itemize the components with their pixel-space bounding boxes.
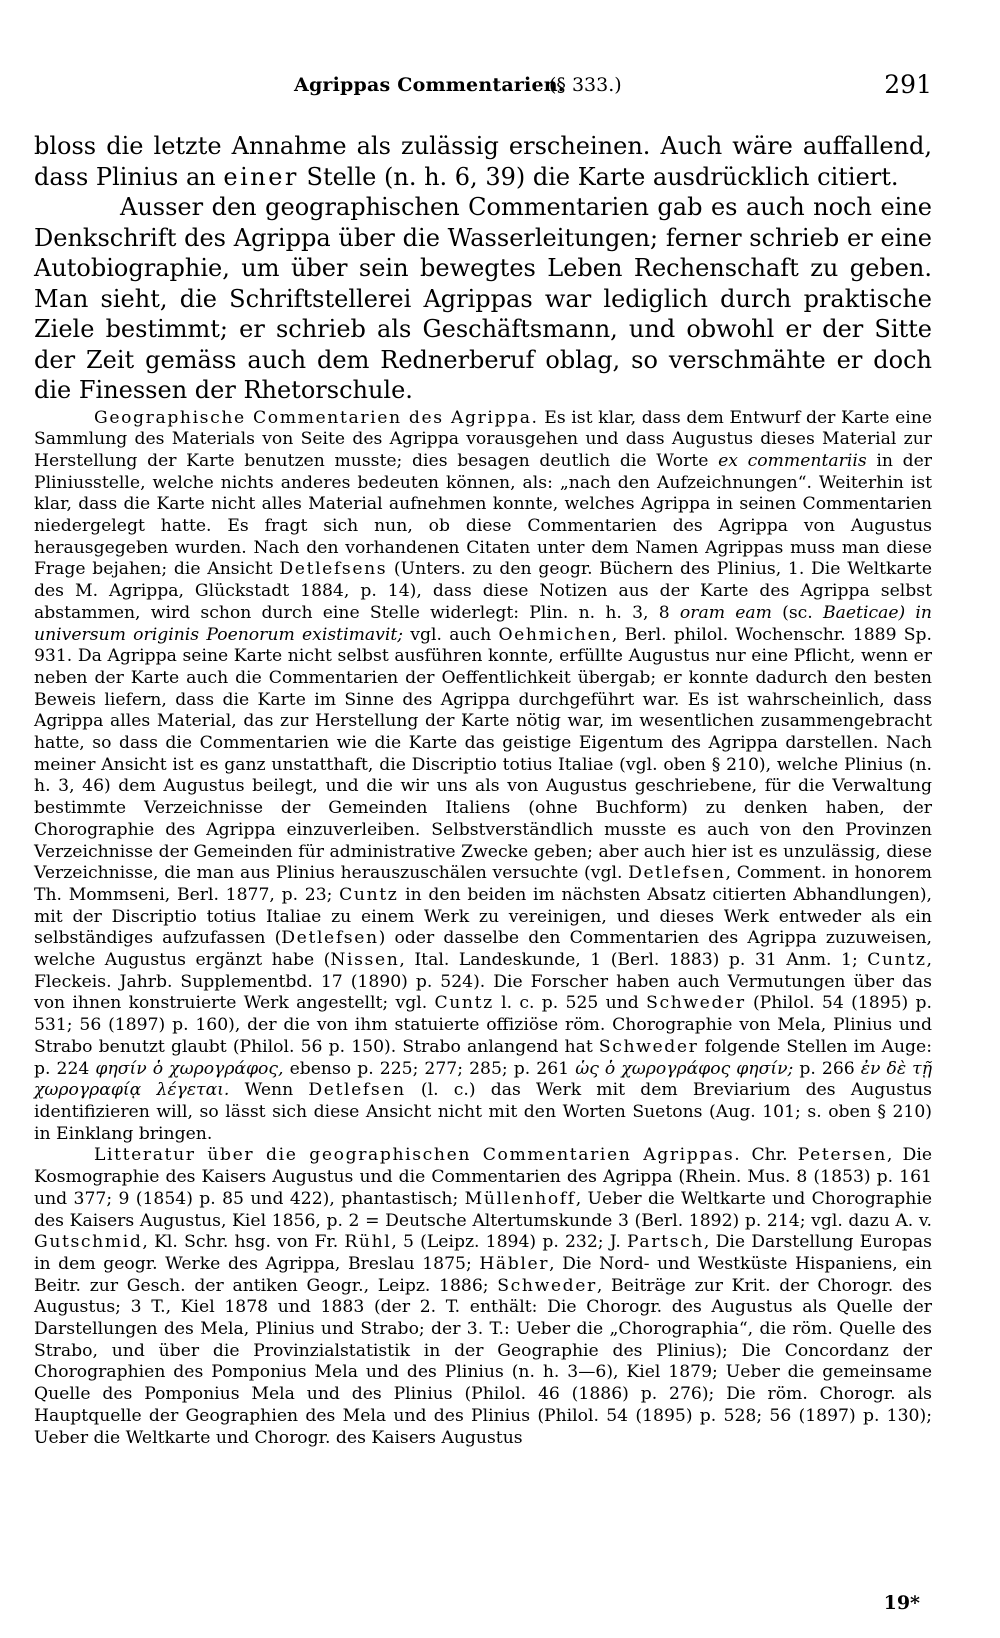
text-run: in den beiden im nächsten Absatz citierten Abhandlungen), mit der Discriptio totius Italiae zu einem Werk zu vereinigen, und dieses Werk entweder als ein selbständiges aufzufassen ( <box>34 884 932 949</box>
text-run: in der Pliniusstelle, welche nichts anderes bedeuten können, als: „nach den Aufzeichnungen“. Weiterhin ist klar, dass die Karte nicht alles Material aufnehmen konnte, welches Agrippa in seinen Commentarien niedergelegt hatte. Es fragt sich nun, ob diese Commentarien des Agrippa von Augustus herausgegeben wurden. Nach den vorhandenen Citaten unter dem Namen Agrippas muss man diese Frage bejahen; die Ansicht <box>34 450 933 580</box>
text-run: , Die Nord- und Westküste Hispaniens, ein Beitr. zur Gesch. der antiken Geogr., Leipz. 1886; <box>34 1253 932 1296</box>
text-run: , Beiträge zur Krit. der Chorogr. des Augustus; 3 T., Kiel 1878 und 1883 (der 2. T. enthält: Die Chorogr. des Augustus als Quelle der Darstellungen des Mela, Plinius und Strabo; der 3. T.: Ueber die „Chorographia“, die röm. Quelle des Strabo, und über die Provinzialstatistik in der Geographie des Plinius); Die Concordanz der Chorographien des Pomponius Mela und des Plinius (n. h. 3—6), Kiel 1879; Ueber die gemeinsame Quelle des Pomponius Mela und des Plinius (Philol. 46 (1886) p. 276); Die röm. Chorogr. als Hauptquelle der Geographien des Mela und des Plinius (Philol. 54 (1895) p. 528; 56 (1897) p. 130); Ueber die Weltkarte und Chorogr. des Kaisers Augustus <box>34 1275 932 1448</box>
running-title: Agrippas Commentarien. <box>294 74 565 96</box>
paragraph-geographische-commentarien <box>34 408 932 1146</box>
spaced-name: Nissen <box>330 950 400 971</box>
text-run: (Unters. zu den geogr. Büchern des Plinius, 1. Die Weltkarte des M. Agrippa, Glückstadt 1884, p. 14), dass diese Notizen aus der Karte des Agrippa selbst abstammen, wird schon durch eine Stelle widerlegt: Plin. n. h. 3, 8 <box>34 559 933 623</box>
text-run: Es ist klar, dass dem Entwurf der Karte eine Sammlung des Materials von Seite des Agrippa vorausgehen und dass Augustus dieses Material zur Herstellung der Karte benutzen musste; dies besagen deutlich die Worte <box>34 407 932 471</box>
text-run: ) oder dasselbe den Commentarien des Agrippa zuzuweisen, welche Augustus ergänzt habe ( <box>34 928 932 971</box>
greek-quote: φησίν ὁ χωρογράφος, <box>95 1058 284 1079</box>
text-run: folgende Stellen im Auge: p. 224 <box>34 1036 932 1079</box>
text-run: vgl. auch <box>403 624 499 645</box>
spaced-emphasis: einer <box>223 162 299 191</box>
text-run: , Die Kosmographie des Kaisers Augustus und die Commentarien des Agrippa (Rhein. Mus. 8 (1853) p. 161 und 377; 9 (1854) p. 85 und 422), phantastisch; <box>34 1145 932 1209</box>
text-run: bloss die letzte Annahme als zulässig erscheinen. Auch wäre auffallend, dass Plinius an <box>34 132 932 191</box>
section-heading: Geographische Commentarien des Agrippa. <box>94 407 539 428</box>
text-run: , 5 (Leipz. 1894) p. 232; J. <box>391 1232 628 1253</box>
text-run: , Ueber die Weltkarte und Chorographie des Kaisers Augustus, Kiel 1856, p. 2 = Deutsche Altertumskunde 3 (Berl. 1892) p. 214; vgl. dazu A. v. <box>34 1188 932 1231</box>
spaced-name: Detlefsen <box>281 928 379 949</box>
signature-mark: 19* <box>883 1592 920 1614</box>
spaced-name: Partsch <box>627 1232 704 1253</box>
text-run: , Comment. in honorem Th. Mommseni, Berl. 1877, p. 23; <box>34 863 932 905</box>
text-run: , Ital. Landeskunde, 1 (Berl. 1883) p. 31 Anm. 1; <box>399 950 868 971</box>
page-number: 291 <box>884 70 932 99</box>
paragraph-litteratur <box>34 1145 932 1449</box>
section-reference: (§ 333.) <box>549 74 622 96</box>
paragraph-2: Ausser den geographischen Commentarien gab es auch noch eine Denkschrift des Agrippa über die Wasserleitungen; ferner schrieb er eine Autobiographie, um über sein bewegtes Leben Rechenschaft zu geben. Man sieht, die Schriftstellerei Agrippas war lediglich durch praktische Ziele bestimmt; er schrieb als Geschäftsmann, und obwohl er der Sitte der Zeit gemäss auch dem Rednerberuf oblag, so verschmähte er doch die Finessen der Rhetorschule. <box>34 193 932 404</box>
small-print-section <box>34 408 932 1450</box>
text-run: Chr. <box>741 1145 798 1166</box>
text-run: , Die Darstellung Europas in dem geogr. Werke des Agrippa, Breslau 1875; <box>34 1232 932 1274</box>
spaced-name: Schweder <box>497 1275 597 1296</box>
text-run: , Kl. Schr. hsg. von Fr. <box>142 1232 345 1253</box>
spaced-name: Müllenhoff <box>464 1188 576 1209</box>
running-header <box>34 66 932 106</box>
text-run: l. c. p. 525 und <box>493 993 647 1014</box>
spaced-name: Rühl <box>344 1232 392 1253</box>
spaced-name: Detlefsen <box>628 863 726 884</box>
italic-text: Baeticae) in universum originis Poenorum existimavit; <box>34 602 932 645</box>
spaced-name: Detlefsen <box>308 1080 406 1101</box>
spaced-name: Oehmichen <box>498 624 612 645</box>
italic-text: oram eam <box>679 602 772 623</box>
spaced-name: Petersen <box>797 1145 887 1166</box>
text-run: ebenso p. 225; 277; 285; p. 261 <box>283 1058 576 1079</box>
text-run: (Philol. 54 (1895) p. 531; 56 (1897) p. 160), der die von ihm statuierte offiziöse röm. Chorographie von Mela, Plinius und Strabo benutzt glaubt (Philol. 56 p. 150). Strabo anlangend hat <box>34 993 933 1057</box>
spaced-name: Cuntz <box>339 884 399 905</box>
greek-quote: ὡς ὁ χωρογράφος φησίν; <box>575 1058 794 1079</box>
section-heading: Litteratur über die geographischen Commentarien Agrippas. <box>94 1145 742 1166</box>
spaced-name: Cuntz <box>434 993 494 1014</box>
text-run: , Fleckeis. Jahrb. Supplementbd. 17 (1890) p. 524). Die Forscher haben auch Vermutungen über das von ihnen konstruierte Werk angestellt; vgl. <box>34 950 932 1014</box>
italic-text: ex commentariis <box>718 450 867 471</box>
text-run: p. 266 <box>793 1058 861 1079</box>
paragraph-1 <box>34 131 932 192</box>
spaced-name: Schweder <box>646 993 746 1014</box>
spaced-name: Detlefsens <box>279 559 388 580</box>
spaced-name: Cuntz <box>867 950 927 971</box>
spaced-name: Gutschmid <box>34 1232 143 1253</box>
greek-quote: ἐν δὲ τῇ χωρογραφίᾳ λέγεται. <box>34 1058 932 1101</box>
spaced-name: Schweder <box>598 1036 699 1057</box>
main-text <box>34 131 932 406</box>
spaced-name: Häbler <box>479 1253 550 1274</box>
text-run: Stelle (n. h. 6, 39) die Karte ausdrücklich citiert. <box>298 162 899 191</box>
text-run: (sc. <box>771 602 823 623</box>
text-run: (l. c.) das Werk mit dem Breviarium des Augustus identifizieren will, so lässt sich diese Ansicht nicht mit den Worten Suetons (Aug. 101; s. oben § 210) in Einklang bringen. <box>34 1080 932 1144</box>
text-run: , Berl. philol. Wochenschr. 1889 Sp. 931. Da Agrippa seine Karte nicht selbst ausführen konnte, erfüllte Augustus nur eine Pflicht, wenn er neben der Karte auch die Commentarien der Oeffentlichkeit übergab; er konnte dadurch den besten Beweis liefern, dass die Karte im Sinne des Agrippa durchgeführt war. Es ist wahrscheinlich, dass Agrippa alles Material, das zur Herstellung der Karte nötig war, im wesentlichen zusammengebracht hatte, so dass die Commentarien wie die Karte das geistige Eigentum des Agrippa darstellen. Nach meiner Ansicht ist es ganz unstatthaft, die Discriptio totius Italiae (vgl. oben § 210), welche Plinius (n. h. 3, 46) dem Augustus beilegt, und die wir uns als von Augustus geschriebene, für die Verwaltung bestimmte Verzeichnisse der Gemeinden Italiens (ohne Buchform) zu denken haben, der Chorographie des Agrippa einzuverleiben. Selbstverständlich musste es auch von den Provinzen Verzeichnisse der Gemeinden für administrative Zwecke geben; aber auch hier ist es unzulässig, diese Verzeichnisse, die man aus Plinius herauszuschälen versuchte (vgl. <box>34 624 933 884</box>
text-run: Wenn <box>229 1080 309 1101</box>
